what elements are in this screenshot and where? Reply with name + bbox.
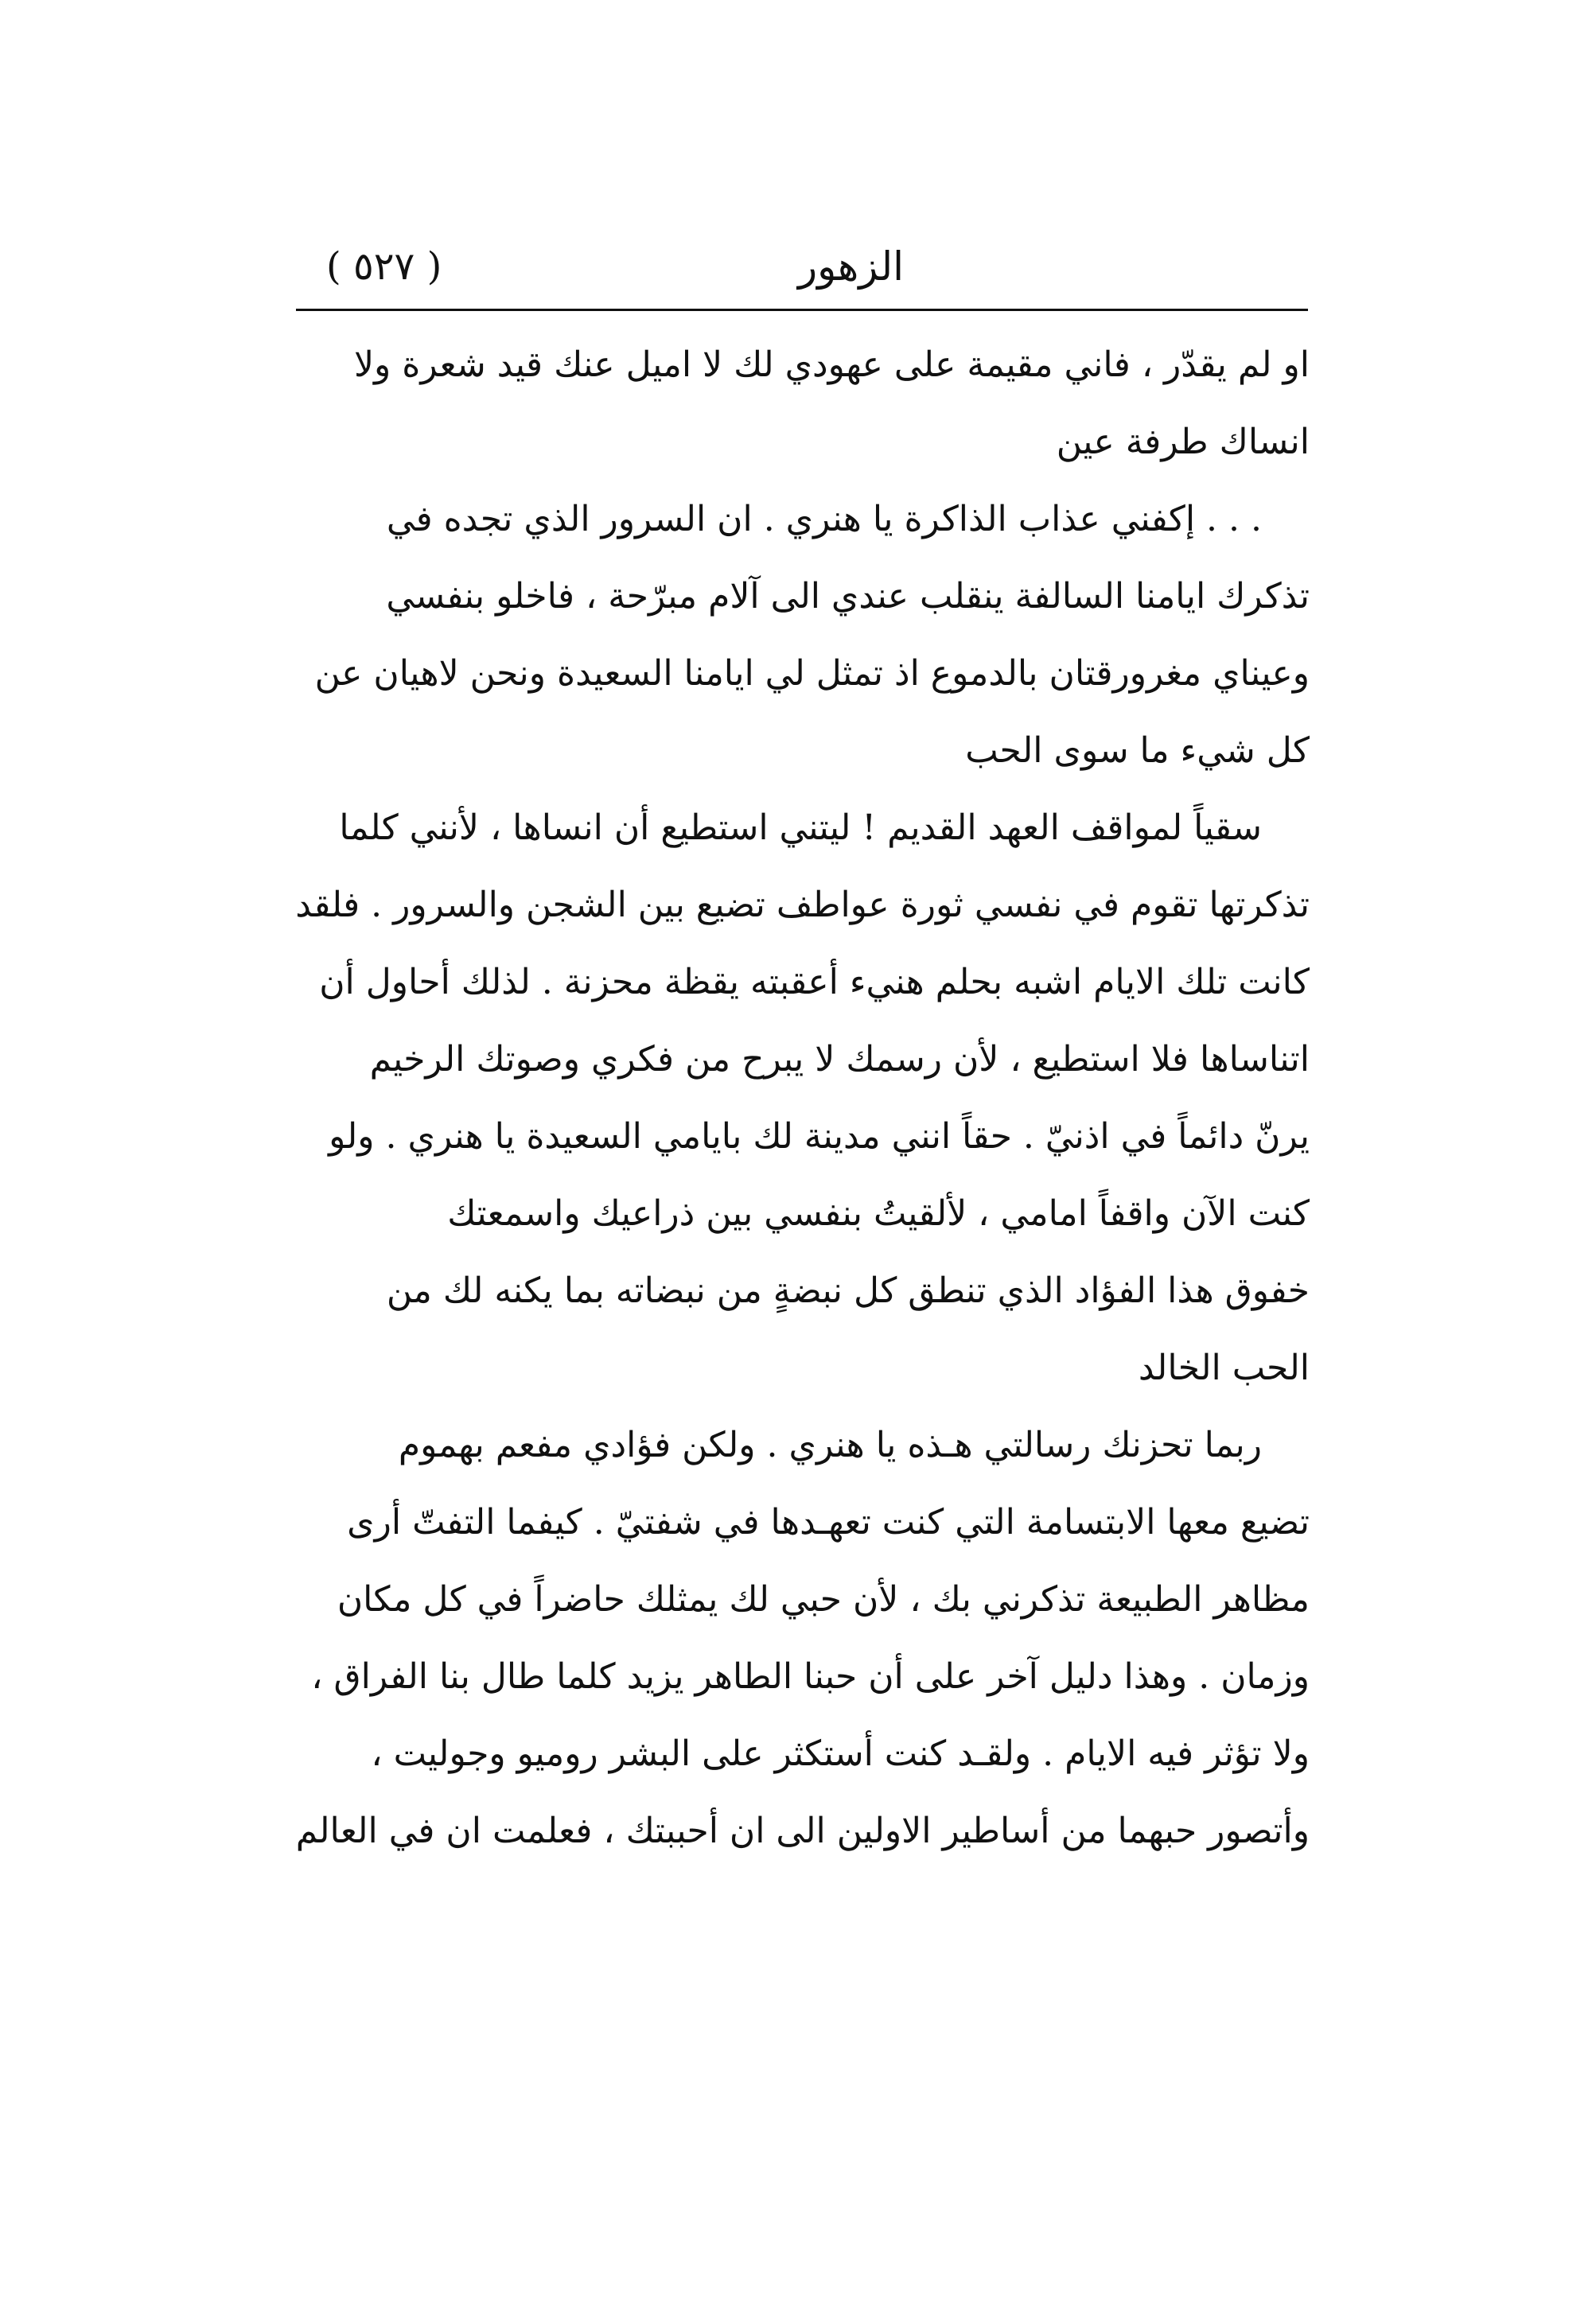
- header-divider: [296, 309, 1308, 311]
- text-line: كل شيء ما سوى الحب: [965, 730, 1310, 771]
- page-header: [296, 235, 1308, 307]
- text-line: سقياً لمواقف العهد القديم ! ليتني استطيع أن انساها ، لأنني كلما: [339, 807, 1262, 848]
- text-line: خفوق هذا الفؤاد الذي تنطق كل نبضةٍ من نبضاته بما يكنه لك من: [386, 1270, 1310, 1311]
- text-line: . . . إكفني عذاب الذاكرة يا هنري . ان السرور الذي تجده في: [386, 499, 1262, 539]
- text-line: كانت تلك الايام اشبه بحلم هنيء أعقبته يقظة محزنة . لذلك أحاول أن: [319, 962, 1310, 1002]
- body-text: [275, 326, 1310, 1870]
- text-line: وزمان . وهذا دليل آخر على أن حبنا الطاهر يزيد كلما طال بنا الفراق ،: [311, 1656, 1310, 1697]
- page-number: ( ٥٢٧ ): [326, 244, 442, 289]
- text-line: ربما تحزنك رسالتي هـذه يا هنري . ولكن فؤادي مفعم بهموم: [398, 1425, 1262, 1465]
- text-line: وأتصور حبهما من أساطير الاولين الى ان أحببتك ، فعلمت ان في العالم: [295, 1811, 1310, 1851]
- text-line: كنت الآن واقفاً امامي ، لألقيتُ بنفسي بين ذراعيك واسمعتك: [447, 1193, 1310, 1234]
- text-line: تضيع معها الابتسامة التي كنت تعهـدها في شفتيّ . كيفما التفتّ أرى: [347, 1502, 1310, 1543]
- text-line: او لم يقدّر ، فاني مقيمة على عهودي لك لا اميل عنك قيد شعرة ولا: [353, 344, 1310, 385]
- text-line: تذكرتها تقوم في نفسي ثورة عواطف تضيع بين الشجن والسرور . فلقد: [295, 885, 1310, 925]
- text-line: انساك طرفة عين: [1056, 422, 1310, 462]
- text-line: تذكرك ايامنا السالفة ينقلب عندي الى آلام مبرّحة ، فاخلو بنفسي: [386, 576, 1310, 617]
- text-line: يرنّ دائماً في اذنيّ . حقاً انني مدينة لك بايامي السعيدة يا هنري . ولو: [329, 1116, 1310, 1157]
- running-title: الزهور: [797, 243, 904, 290]
- text-line: ولا تؤثر فيه الايام . ولقـد كنت أستكثر على البشر روميو وجوليت ،: [371, 1733, 1310, 1774]
- text-line: وعيناي مغرورقتان بالدموع اذ تمثل لي ايامنا السعيدة ونحن لاهيان عن: [314, 653, 1310, 694]
- text-line: مظاهر الطبيعة تذكرني بك ، لأن حبي لك يمثلك حاضراً في كل مكان: [337, 1579, 1310, 1620]
- text-line: الحب الخالد: [1138, 1348, 1310, 1388]
- text-line: اتناساها فلا استطيع ، لأن رسمك لا يبرح من فكري وصوتك الرخيم: [369, 1039, 1310, 1080]
